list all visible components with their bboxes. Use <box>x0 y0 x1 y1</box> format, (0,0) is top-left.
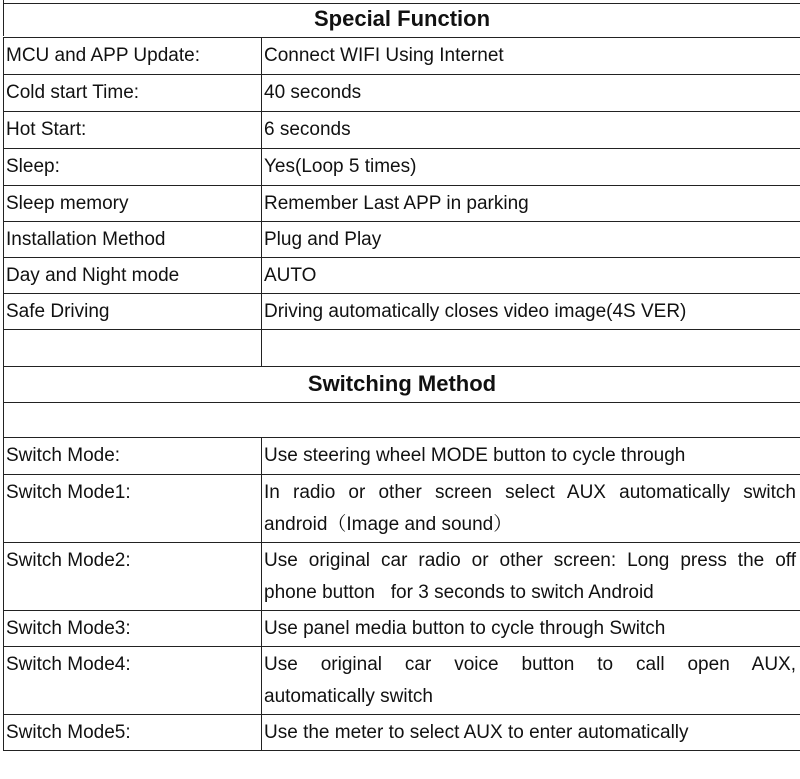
row-label: Switch Mode1: <box>6 482 131 503</box>
row-label-cell <box>3 112 261 148</box>
row-label: Day and Night mode <box>6 265 180 286</box>
row-label-cell <box>3 611 261 646</box>
row-value-line: Use original car radio or other screen: Long press the off <box>264 550 796 571</box>
row-value: Remember Last APP in parking <box>264 193 529 214</box>
row-label-cell <box>3 543 261 610</box>
table-row <box>0 112 800 148</box>
row-label-cell <box>3 330 261 366</box>
row-value: 40 seconds <box>264 82 362 103</box>
table-row <box>0 75 800 111</box>
table-row <box>0 543 800 610</box>
row-label-cell <box>3 258 261 293</box>
divider <box>3 750 800 751</box>
table-row <box>0 294 800 329</box>
row-label: Switch Mode: <box>6 445 121 466</box>
row-value-line: Use original car voice button to call open AUX, <box>264 654 796 675</box>
table-row <box>0 186 800 221</box>
row-value <box>264 649 796 713</box>
row-label-cell <box>3 149 261 185</box>
table-row <box>0 647 800 714</box>
row-label-cell <box>3 75 261 111</box>
row-value-cell <box>261 258 800 293</box>
row-value-cell <box>261 330 800 366</box>
row-label-cell <box>3 647 261 714</box>
row-label: MCU and APP Update: <box>6 45 200 66</box>
row-value-line: android（Image and sound） <box>264 514 513 535</box>
row-value-cell <box>261 294 800 329</box>
row-label: Sleep: <box>6 156 60 177</box>
row-value <box>264 545 796 609</box>
table-row <box>0 222 800 257</box>
row-label: Switch Mode3: <box>6 618 131 639</box>
row-label: Safe Driving <box>6 301 110 322</box>
row-value-line: phone button for 3 seconds to switch Android <box>264 582 654 603</box>
row-label: Cold start Time: <box>6 82 140 103</box>
row-value-cell <box>261 611 800 646</box>
table-row <box>0 611 800 646</box>
row-label: Switch Mode4: <box>6 654 131 675</box>
table-row <box>0 438 800 474</box>
row-value: Connect WIFI Using Internet <box>264 45 504 66</box>
row-value-cell <box>261 475 800 542</box>
row-value: Use panel media button to cycle through Switch <box>264 618 666 639</box>
switching-method-heading: Switching Method <box>3 366 800 402</box>
row-value-cell <box>261 222 800 257</box>
row-value-cell <box>261 149 800 185</box>
row-value: Plug and Play <box>264 229 382 250</box>
table-row <box>0 149 800 185</box>
table-row <box>0 475 800 542</box>
table-row <box>0 38 800 74</box>
row-value-line: automatically switch <box>264 686 433 707</box>
row-value: Yes(Loop 5 times) <box>264 156 417 177</box>
row-value: AUTO <box>264 265 317 286</box>
row-value: Use steering wheel MODE button to cycle through <box>264 445 686 466</box>
row-label: Hot Start: <box>6 119 87 140</box>
row-label: Sleep memory <box>6 193 129 214</box>
row-value-cell <box>261 75 800 111</box>
special-function-heading: Special Function <box>3 2 800 36</box>
row-value-cell <box>261 647 800 714</box>
row-value: Use the meter to select AUX to enter automatically <box>264 722 689 743</box>
row-label-cell <box>3 186 261 221</box>
table-row <box>0 715 800 750</box>
row-label: Switch Mode2: <box>6 550 131 571</box>
row-value-line: In radio or other screen select AUX automatically switch <box>264 482 796 503</box>
row-label-cell <box>3 715 261 750</box>
empty-row <box>0 403 800 437</box>
row-value-cell <box>261 715 800 750</box>
row-value-cell <box>261 438 800 474</box>
row-label-cell <box>3 38 261 74</box>
row-value <box>264 477 796 541</box>
row-value: Driving automatically closes video image(4S VER) <box>264 301 687 322</box>
row-value-cell <box>261 112 800 148</box>
spacer-cell <box>3 403 800 437</box>
row-value: 6 seconds <box>264 119 351 140</box>
row-value-cell <box>261 186 800 221</box>
row-label: Switch Mode5: <box>6 722 131 743</box>
row-value-cell <box>261 38 800 74</box>
row-label-cell <box>3 222 261 257</box>
row-value-cell <box>261 543 800 610</box>
row-label-cell <box>3 294 261 329</box>
row-label-cell <box>3 475 261 542</box>
table-row <box>0 258 800 293</box>
row-label-cell <box>3 438 261 474</box>
row-label: Installation Method <box>6 229 166 250</box>
empty-row <box>0 330 800 366</box>
